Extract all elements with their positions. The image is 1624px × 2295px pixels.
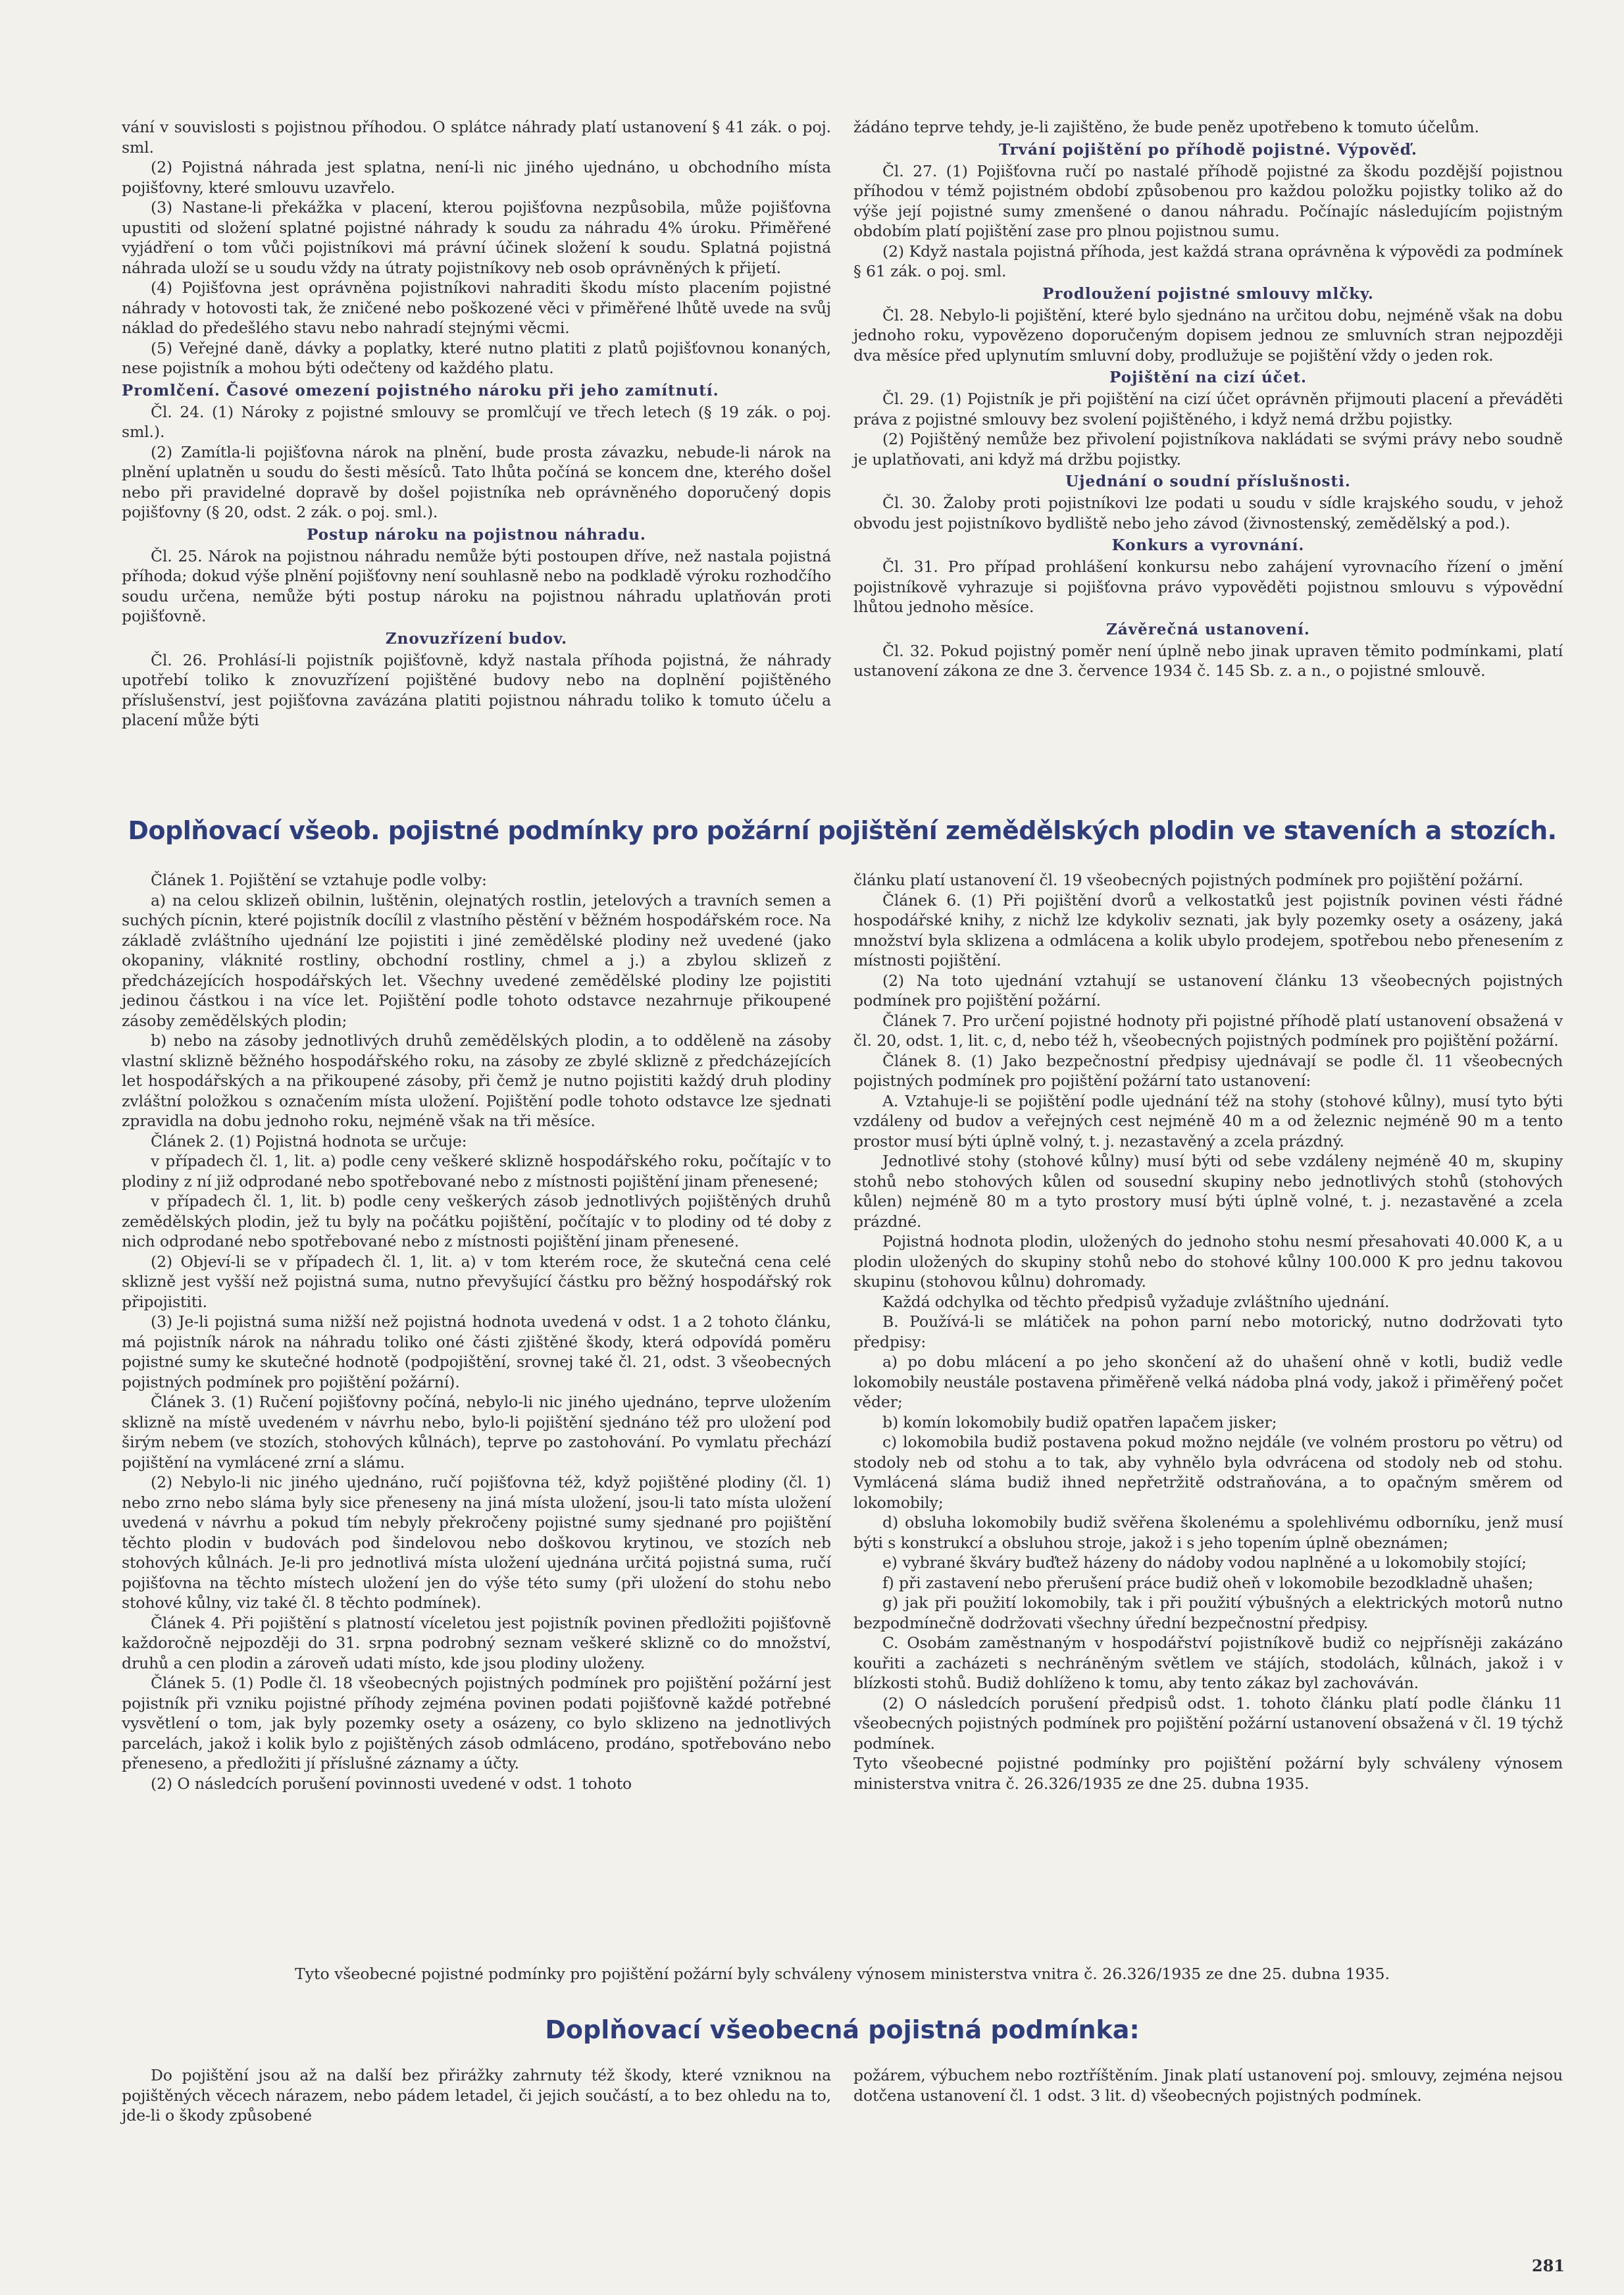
approval-line: Tyto všeobecné pojistné podmínky pro pojištění požární byly schváleny výnosem ministerstva vnitra č. 26.326/1935 ze dne 25. dubna 1935. <box>295 1965 1390 1983</box>
paragraph: v případech čl. 1, lit. b) podle ceny veškerých zásob jednotlivých pojištěných druhů zemědělských plodin, jež tu byly na počátku pojištění, počítajíc v to plodiny od té doby z nich odprodané nebo spotřebované nebo z místnosti pojištění jinam přenesené. <box>122 1192 831 1251</box>
paragraph: Čl. 26. Prohlásí-li pojistník pojišťovně, když nastala příhoda pojistná, že náhrady upotřebí toliko k znovuzřízení pojištěné budovy nebo na doplnění pojištěného příslušenství, jest pojišťovna zavázána platiti pojistnou náhradu toliko k tomuto účelu a placení může býti <box>122 650 831 729</box>
section-heading: Postup nároku na pojistnou náhradu. <box>307 525 646 544</box>
paragraph: (3) Je-li pojistná suma nižší než pojistná hodnota uvedená v odst. 1 a 2 tohoto článku, má pojistník nárok na náhradu toliko oné části zjištěné škody, která odpovídá poměru pojistné sumy ke skutečné hodnotě (podpojištění, srovnej také čl. 21, odst. 3 všeobecných pojistných podmínek pro pojištění požární). <box>122 1312 831 1391</box>
bottom-left-column <box>122 2065 831 2126</box>
top-left-column <box>122 117 831 731</box>
paragraph: (3) Nastane-li překážka v placení, kterou pojišťovna nezpůsobila, může pojišťovna upustiti od složení splatné pojistné náhrady k soudu za náhradu 4% úroku. Přiměřené vyjádření o tom vůči pojistníkovi má právní účinek složení k soudu. Splatná pojistná náhrada uloží se u soudu vždy na útraty pojistníkovy neb osob oprávněných k přijetí. <box>122 198 831 277</box>
paragraph: Článek 7. Pro určení pojistné hodnoty při pojistné příhodě platí ustanovení obsažená v čl. 20, odst. 1, lit. c, d, nebo též h, všeobecných pojistných podmínek pro pojištění požární. <box>853 1011 1563 1050</box>
paragraph: (2) Objeví-li se v případech čl. 1, lit. a) v tom kterém roce, že skutečná cena celé sklizně jest vyšší než pojistná suma, nutno převyšující částku pro běžný hospodářský rok připojistiti. <box>122 1252 831 1311</box>
paragraph: Čl. 30. Žaloby proti pojistníkovi lze podati u soudu v sídle krajského soudu, v jehož obvodu jest pojistníkovo bydliště nebo jeho závod (živnostenský, zemědělský a pod.). <box>853 494 1563 532</box>
paragraph: f) při zastavení nebo přerušení práce budiž oheň v lokomobile bezodkladně uhašen; <box>882 1573 1534 1592</box>
paragraph: Článek 3. (1) Ručení pojišťovny počíná, nebylo-li nic jiného ujednáno, teprve uložením sklizně na místě uvedeném v návrhu nebo, bylo-li pojištění sjednáno též pro uložení pod širým nebem (ve stozích, stohových kůlnách), teprve po zastohování. Po vymlatu přechází pojištění na vymlácené zrní a slámu. <box>122 1393 831 1472</box>
section-heading: Znovuzřízení budov. <box>385 629 568 648</box>
bottom-paragraph-right: požárem, výbuchem nebo roztříštěním. Jinak platí ustanovení poj. smlouvy, zejména nejsou dotčena ustanovení čl. 1 odst. 3 lit. d) všeobecných pojistných podmínek. <box>853 2066 1563 2105</box>
top-right-column <box>853 117 1563 731</box>
paragraph: článku platí ustanovení čl. 19 všeobecných pojistných podmínek pro pojištění požární. <box>853 871 1523 889</box>
section-heading: Trvání pojištění po příhodě pojistné. Výpověď. <box>999 140 1417 159</box>
paragraph: (2) O následcích porušení předpisů odst. 1. tohoto článku platí podle článku 11 všeobecných pojistných podmínek pro pojištění požární ustanovení obsažená v čl. 19 týchž podmínek. <box>853 1693 1563 1753</box>
paragraph: e) vybrané škváry buďtež házeny do nádoby vodou naplněné a u lokomobily stojící; <box>882 1553 1527 1572</box>
paragraph: Čl. 29. (1) Pojistník je při pojištění na cizí účet oprávněn přijmouti placení a převáděti práva z pojistné smlouvy bez svolení pojištěného, i když nemá držbu pojistky. <box>853 390 1563 428</box>
bottom-section <box>122 2065 1563 2126</box>
paragraph: (2) Pojistná náhrada jest splatna, není-li nic jiného ujednáno, u obchodního místa pojišťovny, které smlouvu uzavřelo. <box>122 158 831 197</box>
paragraph: B. Používá-li se mlátiček na pohon parní nebo motorický, nutno dodržovati tyto předpisy: <box>853 1312 1563 1351</box>
section-heading: Promlčení. Časové omezení pojistného nároku při jeho zamítnutí. <box>122 381 719 400</box>
paragraph: Čl. 27. (1) Pojišťovna ručí po nastalé příhodě pojistné za škodu pozdější pojistnou příhodou v témž pojistném období způsobenou pro každou položku pojistky toliko až do výše její pojistné sumy zmenšené o danou náhradu. Počínajíc následujícím pojistným obdobím platí pojištění zase pro plnou pojistnou sumu. <box>853 161 1563 240</box>
top-section <box>122 117 1563 731</box>
paragraph: b) komín lokomobily budiž opatřen lapačem jisker; <box>882 1412 1277 1431</box>
paragraph: Článek 4. Při pojištění s platností víceletou jest pojistník povinen předložiti pojišťovně každoročně nejpozději do 31. srpna podrobný seznam veškeré sklizně co do množství, druhů a cen plodin a zároveň udati místo, kde jsou plodiny uloženy. <box>122 1613 831 1672</box>
paragraph: Každá odchylka od těchto předpisů vyžaduje zvláštního ujednání. <box>882 1292 1390 1311</box>
paragraph: Čl. 24. (1) Nároky z pojistné smlouvy se promlčují ve třech letech (§ 19 zák. o poj. sml.). <box>122 402 831 441</box>
paragraph: Článek 8. (1) Jako bezpečnostní předpisy ujednávají se podle čl. 11 všeobecných pojistných podmínek pro pojištění požární tato ustanovení: <box>853 1051 1563 1090</box>
paragraph: (2) O následcích porušení povinnosti uvedené v odst. 1 tohoto <box>151 1774 632 1793</box>
page-number: 281 <box>1531 2256 1565 2275</box>
bottom-right-column <box>853 2065 1563 2126</box>
paragraph: (2) Zamítla-li pojišťovna nárok na plnění, bude prosta závazku, nebude-li nárok na plnění uplatněn u soudu do šesti měsíců. Tato lhůta počíná se koncem dne, kterého došel nebo při pravidelné dopravě by došel pojistníka neb oprávněného doporučený dopis pojišťovny (§ 20, odst. 2 zák. o poj. sml.). <box>122 442 831 521</box>
paragraph: Čl. 28. Nebylo-li pojištění, které bylo sjednáno na určitou dobu, nejméně však na dobu jednoho roku, vypovězeno doporučeným dopisem jednou ze smluvních stran nejpozději dva měsíce před uplynutím smluvní doby, prodlužuje se pojištění vždy o jeden rok. <box>853 305 1563 365</box>
paragraph: Pojistná hodnota plodin, uložených do jednoho stohu nesmí přesahovati 40.000 K, a u plodin uložených do skupiny stohů nebo do stohové kůlny 100.000 K pro jednu takovou skupinu (stohovou kůlnu) dohromady. <box>853 1232 1563 1291</box>
section-heading: Konkurs a vyrovnání. <box>1111 536 1305 554</box>
paragraph: vání v souvislosti s pojistnou příhodou. O splátce náhrady platí ustanovení § 41 zák. o poj. sml. <box>122 118 831 157</box>
bottom-paragraph-left: Do pojištění jsou až na další bez přirážky zahrnuty též škody, které vzniknou na pojištěných věcech nárazem, nebo pádem letadel, či jejich součástí, a to bez ohledu na to, jde-li o škody způsobené <box>122 2066 831 2125</box>
middle-left-column <box>122 870 831 1793</box>
section-heading: Ujednání o soudní příslušnosti. <box>1065 473 1351 490</box>
paragraph: c) lokomobila budiž postavena pokud možno nejdále (ve volném prostoru po větru) od stodoly neb od stohu a to tak, aby vyhnělo byla odvrácena od stodoly neb od stohu. Vymlácená sláma budiž ihned nepřetržitě odstraňována, a to opačným směrem od lokomobily; <box>853 1433 1563 1512</box>
paragraph: d) obsluha lokomobily budiž svěřena školenému a spolehlivému odborníku, jenž musí býti s konstrukcí a obsluhou stroje, jakož i s jeho topením úplně obeznámen; <box>853 1513 1563 1552</box>
paragraph: žádáno teprve tehdy, je-li zajištěno, že bude peněz upotřebeno k tomuto účelům. <box>853 118 1479 136</box>
paragraph: Článek 6. (1) Při pojištění dvorů a velkostatků jest pojistník povinen vésti řádné hospodářské knihy, z nichž lze kdykoliv seznati, jak byly pozemky osety a osázeny, jaká množství byla sklizena a odmlácena a kolik ubylo prodejem, spotřebou nebo přenesením z místnosti pojištění. <box>853 890 1563 969</box>
supplementary-conditions-heading: Doplňovací všeob. pojistné podmínky pro požární pojištění zemědělských plodin ve staveních a stozích. <box>128 816 1557 845</box>
paragraph: Článek 1. Pojištění se vztahuje podle volby: <box>151 871 487 889</box>
section-heading: Prodloužení pojistné smlouvy mlčky. <box>1042 284 1374 303</box>
paragraph: a) na celou sklizeň obilnin, luštěnin, olejnatých rostlin, jetelových a travních semen a suchých pícnin, které pojistník docílil z vlastního pěstění v běžném hospodářském roce. Na základě zvláštního ujednání lze pojistiti i jiné zemědělské plodiny než uvedené (jako okopaniny, vláknité rostliny, obchodní rostliny, chmel a j.) a zbylou sklizeň z předcházejících hospodářských let. Všechny uvedené zemědělské plodiny lze pojistiti jedinou částkou i na více let. Pojištění podle tohoto odstavce nezahrnuje přikoupené zásoby zemědělských plodin; <box>122 890 831 1030</box>
paragraph: Článek 2. (1) Pojistná hodnota se určuje: <box>151 1131 467 1150</box>
paragraph: (2) Nebylo-li nic jiného ujednáno, ručí pojišťovna též, když pojištěné plodiny (čl. 1) nebo zrno nebo sláma byly sice přeneseny na jiná místa uložení, jsou-li tato místa uložení uvedená v návrhu a pokud tím nebyly překročeny pojistné sumy sjednané pro pojištění těchto plodin v budovách pod šindelovou nebo doškovou krytinou, ve stozích neb stohových kůlnách. Je-li pro jednotlivá místa uložení ujednána určitá pojistná suma, ručí pojišťovna na těchto místech uložení jen do výše této sumy (při uložení do stohu nebo stohové kůlny, viz také čl. 8 těchto podmínek). <box>122 1473 831 1612</box>
paragraph: Čl. 32. Pokud pojistný poměr není úplně nebo jinak upraven těmito podmínkami, platí ustanovení zákona ze dne 3. července 1934 č. 145 Sb. z. a n., o pojistné smlouvě. <box>853 641 1563 680</box>
paragraph: Jednotlivé stohy (stohové kůlny) musí býti od sebe vzdáleny nejméně 40 m, skupiny stohů nebo stohových kůlen od sousední skupiny nebo jednotlivých stohů (stohových kůlen) nejméně 80 m a tyto prostory musí býti úplně volné, t. j. nezastavěné a zcela prázdné. <box>853 1152 1563 1231</box>
paragraph: (5) Veřejné daně, dávky a poplatky, které nutno platiti z platů pojišťovnou konaných, nese pojistník a mohou býti odečteny od každého platu. <box>122 338 831 377</box>
paragraph: C. Osobám zaměstnaným v hospodářství pojistníkově budiž co nejpřísněji zakázáno kouřiti a zacházeti s nechráněným světlem ve stájích, stodolách, kůlnách, jakož i v blízkosti stohů. Budiž dohlíženo k tomu, aby tento zákaz byl zachováván. <box>853 1634 1563 1692</box>
paragraph: Čl. 31. Pro případ prohlášení konkursu nebo zahájení vyrovnacího řízení o jmění pojistníkově vyhrazuje si pojišťovna právo vypověděti pojistnou smlouvu s výpovědní lhůtou jednoho měsíce. <box>853 557 1563 616</box>
paragraph: A. Vztahuje-li se pojištění podle ujednání též na stohy (stohové kůlny), musí tyto býti vzdáleny od budov a veřejných cest nejméně 40 m a od železnic nejméně 90 m a tento prostor musí býti úplně volný, t. j. nezastavěný a zcela prázdný. <box>853 1091 1563 1150</box>
section-heading: Závěrečná ustanovení. <box>1106 620 1310 638</box>
paragraph: a) po dobu mlácení a po jeho skončení až do uhašení ohně v kotli, budiž vedle lokomobily neustále postavena přiměřeně velká nádoba plná vody, jakož i přiměřený počet věder; <box>853 1353 1563 1411</box>
paragraph: Čl. 25. Nárok na pojistnou náhradu nemůže býti postoupen dříve, než nastala pojistná příhoda; dokud výše plnění pojišťovny není souhlasně nebo na podkladě výroku rozhodčího soudu určena, nemůže býti postup nároku na pojistnou náhradu uplatňován proti pojišťovně. <box>122 546 831 625</box>
paragraph: Tyto všeobecné pojistné podmínky pro pojištění požární byly schváleny výnosem ministerstva vnitra č. 26.326/1935 ze dne 25. dubna 1935. <box>853 1754 1563 1793</box>
paragraph: (4) Pojišťovna jest oprávněna pojistníkovi nahraditi škodu místo placením pojistné náhrady v hotovosti tak, že zničené nebo poškozené věci v přiměřené lhůtě uvede na svůj náklad do předešlého stavu nebo nahradí stejnými věcmi. <box>122 278 831 337</box>
section-heading: Pojištění na cizí účet. <box>1109 369 1307 386</box>
paragraph: b) nebo na zásoby jednotlivých druhů zemědělských plodin, a to odděleně na zásoby vlastní sklizně běžného hospodářského roku, na zásoby ze zbylé sklizně z předcházejících let hospodářských a na přikoupené zásoby, při čemž je nutno pojistiti každý druh plodiny zvláštní položkou s označením místa uložení. Pojištění podle tohoto odstavce lze sjednati zpravidla na dobu jednoho roku, nejméně však na tři měsíce. <box>122 1031 831 1130</box>
paragraph: (2) Když nastala pojistná příhoda, jest každá strana oprávněna k výpovědi za podmínek § 61 zák. o poj. sml. <box>853 242 1563 280</box>
paragraph: Článek 5. (1) Podle čl. 18 všeobecných pojistných podmínek pro pojištění požární jest pojistník při vzniku pojistné příhody zejména povinen podati pojišťovně každé potřebné vysvětlení o tom, jak byly pozemky osety a osázeny, co bylo sklizeno na jednotlivých parcelách, jakož i kolik bylo z pojištěných zásob odmláceno, prodáno, spotřebováno nebo přeneseno, a předložiti jí příslušné záznamy a účty. <box>122 1674 831 1772</box>
paragraph: (2) Pojištěný nemůže bez přivolení pojistníkova nakládati se svými právy nebo soudně je uplatňovati, ani když má držbu pojistky. <box>853 430 1563 469</box>
middle-right-column <box>853 870 1563 1793</box>
paragraph: g) jak při použití lokomobily, tak i při použití výbušných a elektrických motorů nutno bezpodmínečně dodržovati všechny úřední bezpečnostní předpisy. <box>853 1593 1563 1632</box>
supplementary-condition-heading: Doplňovací všeobecná pojistná podmínka: <box>545 2015 1140 2044</box>
paragraph: (2) Na toto ujednání vztahují se ustanovení článku 13 všeobecných pojistných podmínek pro pojištění požární. <box>853 971 1563 1010</box>
middle-section <box>122 870 1563 1793</box>
paragraph: v případech čl. 1, lit. a) podle ceny veškeré sklizně hospodářského roku, počítajíc v to plodiny z ní již odprodané nebo spotřebované nebo z místnosti pojištění jinam přenesené; <box>122 1152 831 1191</box>
